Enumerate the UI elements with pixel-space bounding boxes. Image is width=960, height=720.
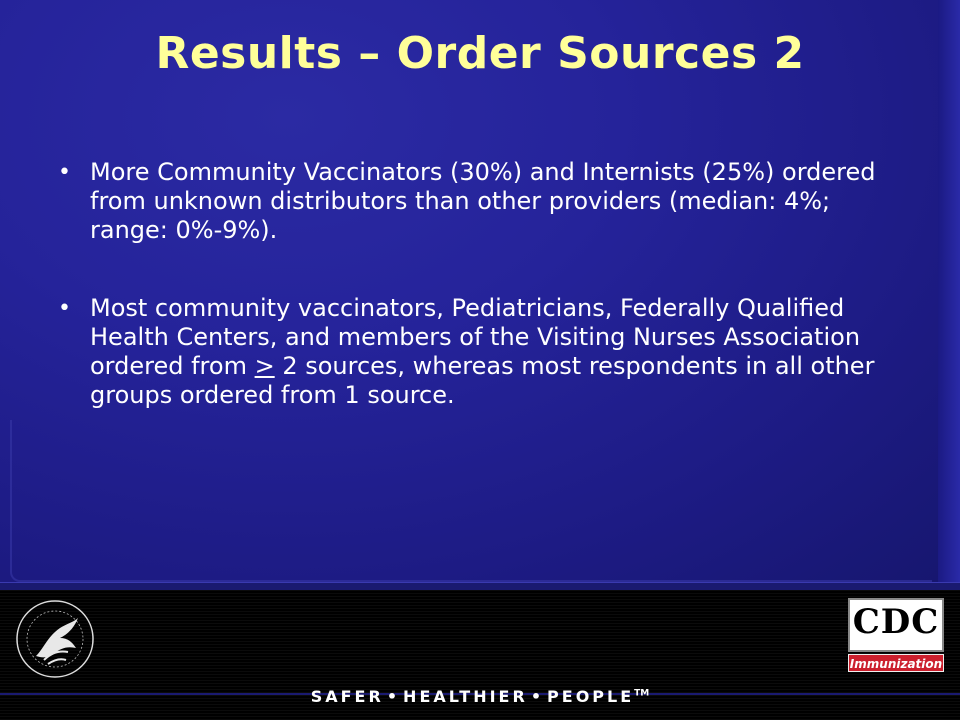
tagline-word: SAFER <box>310 687 384 706</box>
bullet-text <box>90 294 890 410</box>
hhs-seal-icon <box>14 598 96 680</box>
bullet-text-part: 2 sources, whereas most respondents in all other groups ordered from 1 source. <box>90 352 875 409</box>
trademark-mark: TM <box>634 688 650 699</box>
tagline-word: HEALTHIER <box>403 687 528 706</box>
tagline-separator: • <box>386 687 401 706</box>
tagline-separator: • <box>530 687 545 706</box>
tagline-word: PEOPLE <box>547 687 635 706</box>
bullet-marker: • <box>58 160 71 185</box>
bullet-text-part: Most community vaccinators, Pediatricians, Federally Qualified Health Centers, and members of the Visiting Nurses Association ordered from <box>90 294 861 380</box>
bullet-item <box>58 294 888 444</box>
bullet-text: More Community Vaccinators (30%) and Internists (25%) ordered from unknown distributors than other providers (median: 4%; range: 0%-9%). <box>90 158 876 244</box>
footer-tagline <box>0 687 960 706</box>
immunization-badge: Immunization <box>848 654 944 672</box>
panel-edge <box>938 0 960 588</box>
panel-frame <box>10 420 932 582</box>
slide-title: Results – Order Sources 2 <box>155 28 805 79</box>
cdc-logo-text: CDC <box>852 602 940 642</box>
bullet-item <box>58 158 888 248</box>
greater-equal-symbol: > <box>254 352 275 380</box>
cdc-logo-icon <box>848 598 944 676</box>
bullet-marker: • <box>58 296 71 321</box>
